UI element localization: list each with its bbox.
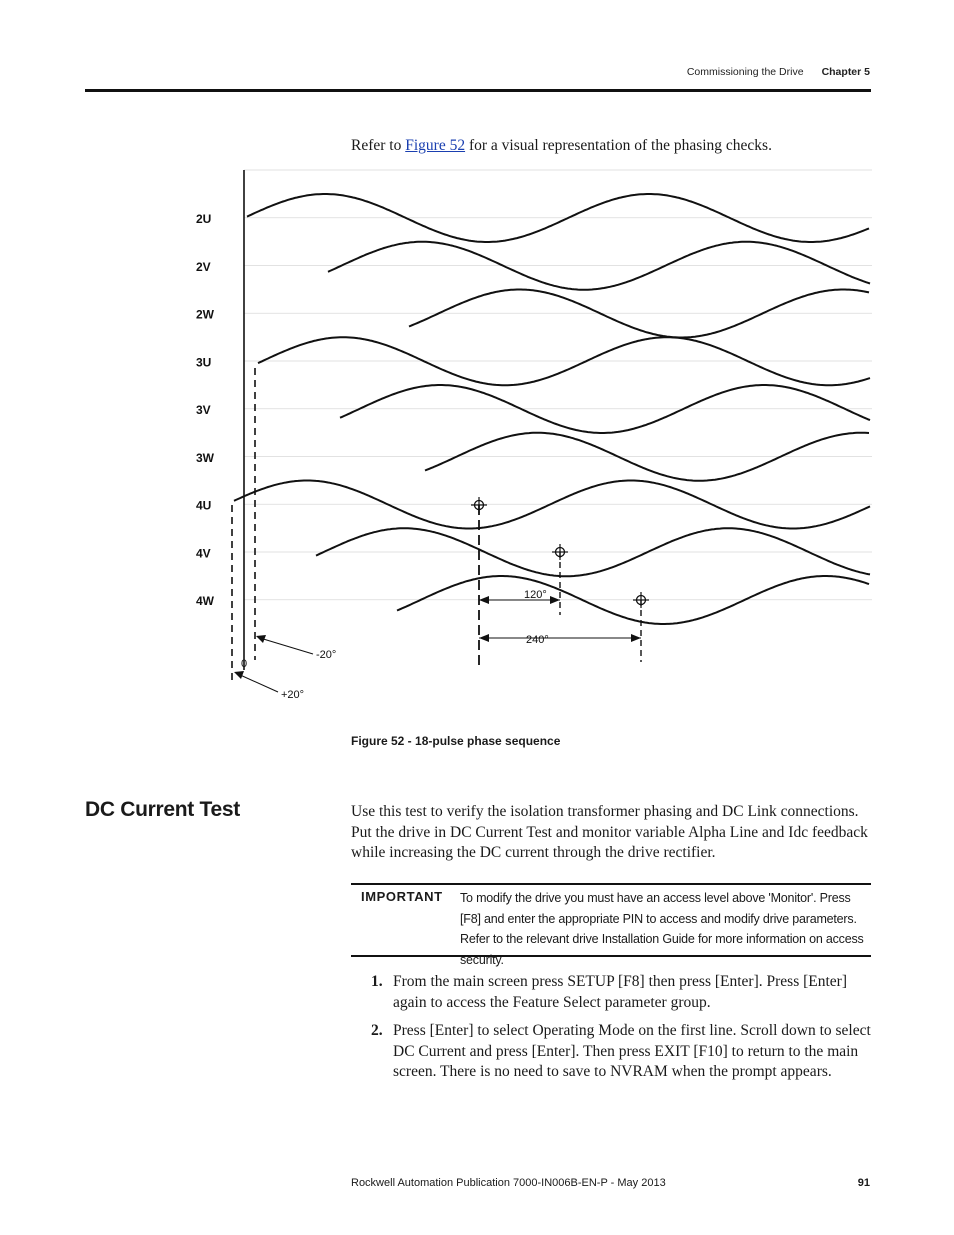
- plus20-leader-line: [238, 674, 278, 692]
- phase-label-2w: 2W: [196, 307, 214, 322]
- phase-label-2v: 2V: [196, 259, 211, 274]
- minus20-label: -20°: [316, 649, 337, 661]
- step-1-number: 1.: [371, 973, 383, 990]
- arrow-120-head-left: [479, 596, 489, 604]
- phase-label-2u: 2U: [196, 212, 212, 226]
- step-2-number: 2.: [371, 1022, 383, 1039]
- header-section-title: Commissioning the Drive: [686, 66, 804, 78]
- plus20-label: +20°: [281, 689, 305, 701]
- steps-list: [351, 972, 871, 1091]
- arrow-240-head-right: [631, 634, 641, 642]
- footer-publication: Rockwell Automation Publication 7000-IN006B-EN-P - May 2013: [351, 1177, 666, 1189]
- phase-sequence-figure: [180, 160, 880, 720]
- important-text: To modify the drive you must have an access level above 'Monitor'. Press [F8] and enter the appropriate PIN to access and modify drive parameters. Refer to the relevant drive Installation Guide for more information on access security.: [460, 891, 864, 967]
- intro-text-after: for a visual representation of the phasing checks.: [465, 137, 772, 154]
- deg240-label: 240°: [526, 634, 549, 646]
- minus20-leader-head: [256, 635, 266, 643]
- section-title: DC Current Test: [85, 798, 240, 821]
- minus20-leader-line: [260, 638, 313, 654]
- intro-text-before: Refer to: [351, 137, 406, 154]
- step-1-text: From the main screen press SETUP [F8] then press [Enter]. Press [Enter] again to access the Feature Select parameter group.: [393, 973, 847, 1011]
- step-1: [351, 972, 871, 1013]
- zero-label: 0: [241, 658, 248, 670]
- crosshair-marker-4v: [552, 544, 568, 560]
- phase-label-3w: 3W: [196, 450, 214, 465]
- crosshair-marker-4u: [471, 497, 487, 513]
- phase-label-3u: 3U: [196, 355, 212, 370]
- header-rule: [85, 89, 871, 92]
- plus20-leader-head: [234, 671, 244, 679]
- step-2: [351, 1021, 871, 1083]
- arrow-120-head-right: [550, 596, 560, 604]
- important-label: IMPORTANT: [361, 889, 443, 904]
- running-header: [687, 66, 870, 78]
- figure-caption: Figure 52 - 18-pulse phase sequence: [351, 734, 561, 748]
- deg120-label: 120°: [524, 589, 547, 601]
- arrow-240-head-left: [479, 634, 489, 642]
- important-box: [351, 883, 871, 967]
- page-number: 91: [857, 1177, 870, 1189]
- intro-paragraph: [351, 136, 871, 156]
- phase-label-4v: 4V: [196, 546, 211, 561]
- crosshair-marker-4w: [633, 592, 649, 608]
- figure-52-link[interactable]: Figure 52: [405, 137, 466, 154]
- phase-label-3v: 3V: [196, 403, 211, 417]
- step-2-text: Press [Enter] to select Operating Mode on the first line. Scroll down to select DC Current and press [Enter]. Then press EXIT [F10] to return to the main screen. There is no need to save to NVRAM when the prompt appears.: [393, 1022, 871, 1080]
- dc-current-test-paragraph: Use this test to verify the isolation transformer phasing and DC Link connections. Put the drive in DC Current Test and monitor variable Alpha Line and Idc feedback while increasing the DC current through the drive rectifier.: [351, 803, 868, 861]
- phase-label-4u: 4U: [196, 498, 212, 513]
- header-chapter: Chapter 5: [821, 66, 870, 78]
- phase-label-4w: 4W: [196, 594, 214, 608]
